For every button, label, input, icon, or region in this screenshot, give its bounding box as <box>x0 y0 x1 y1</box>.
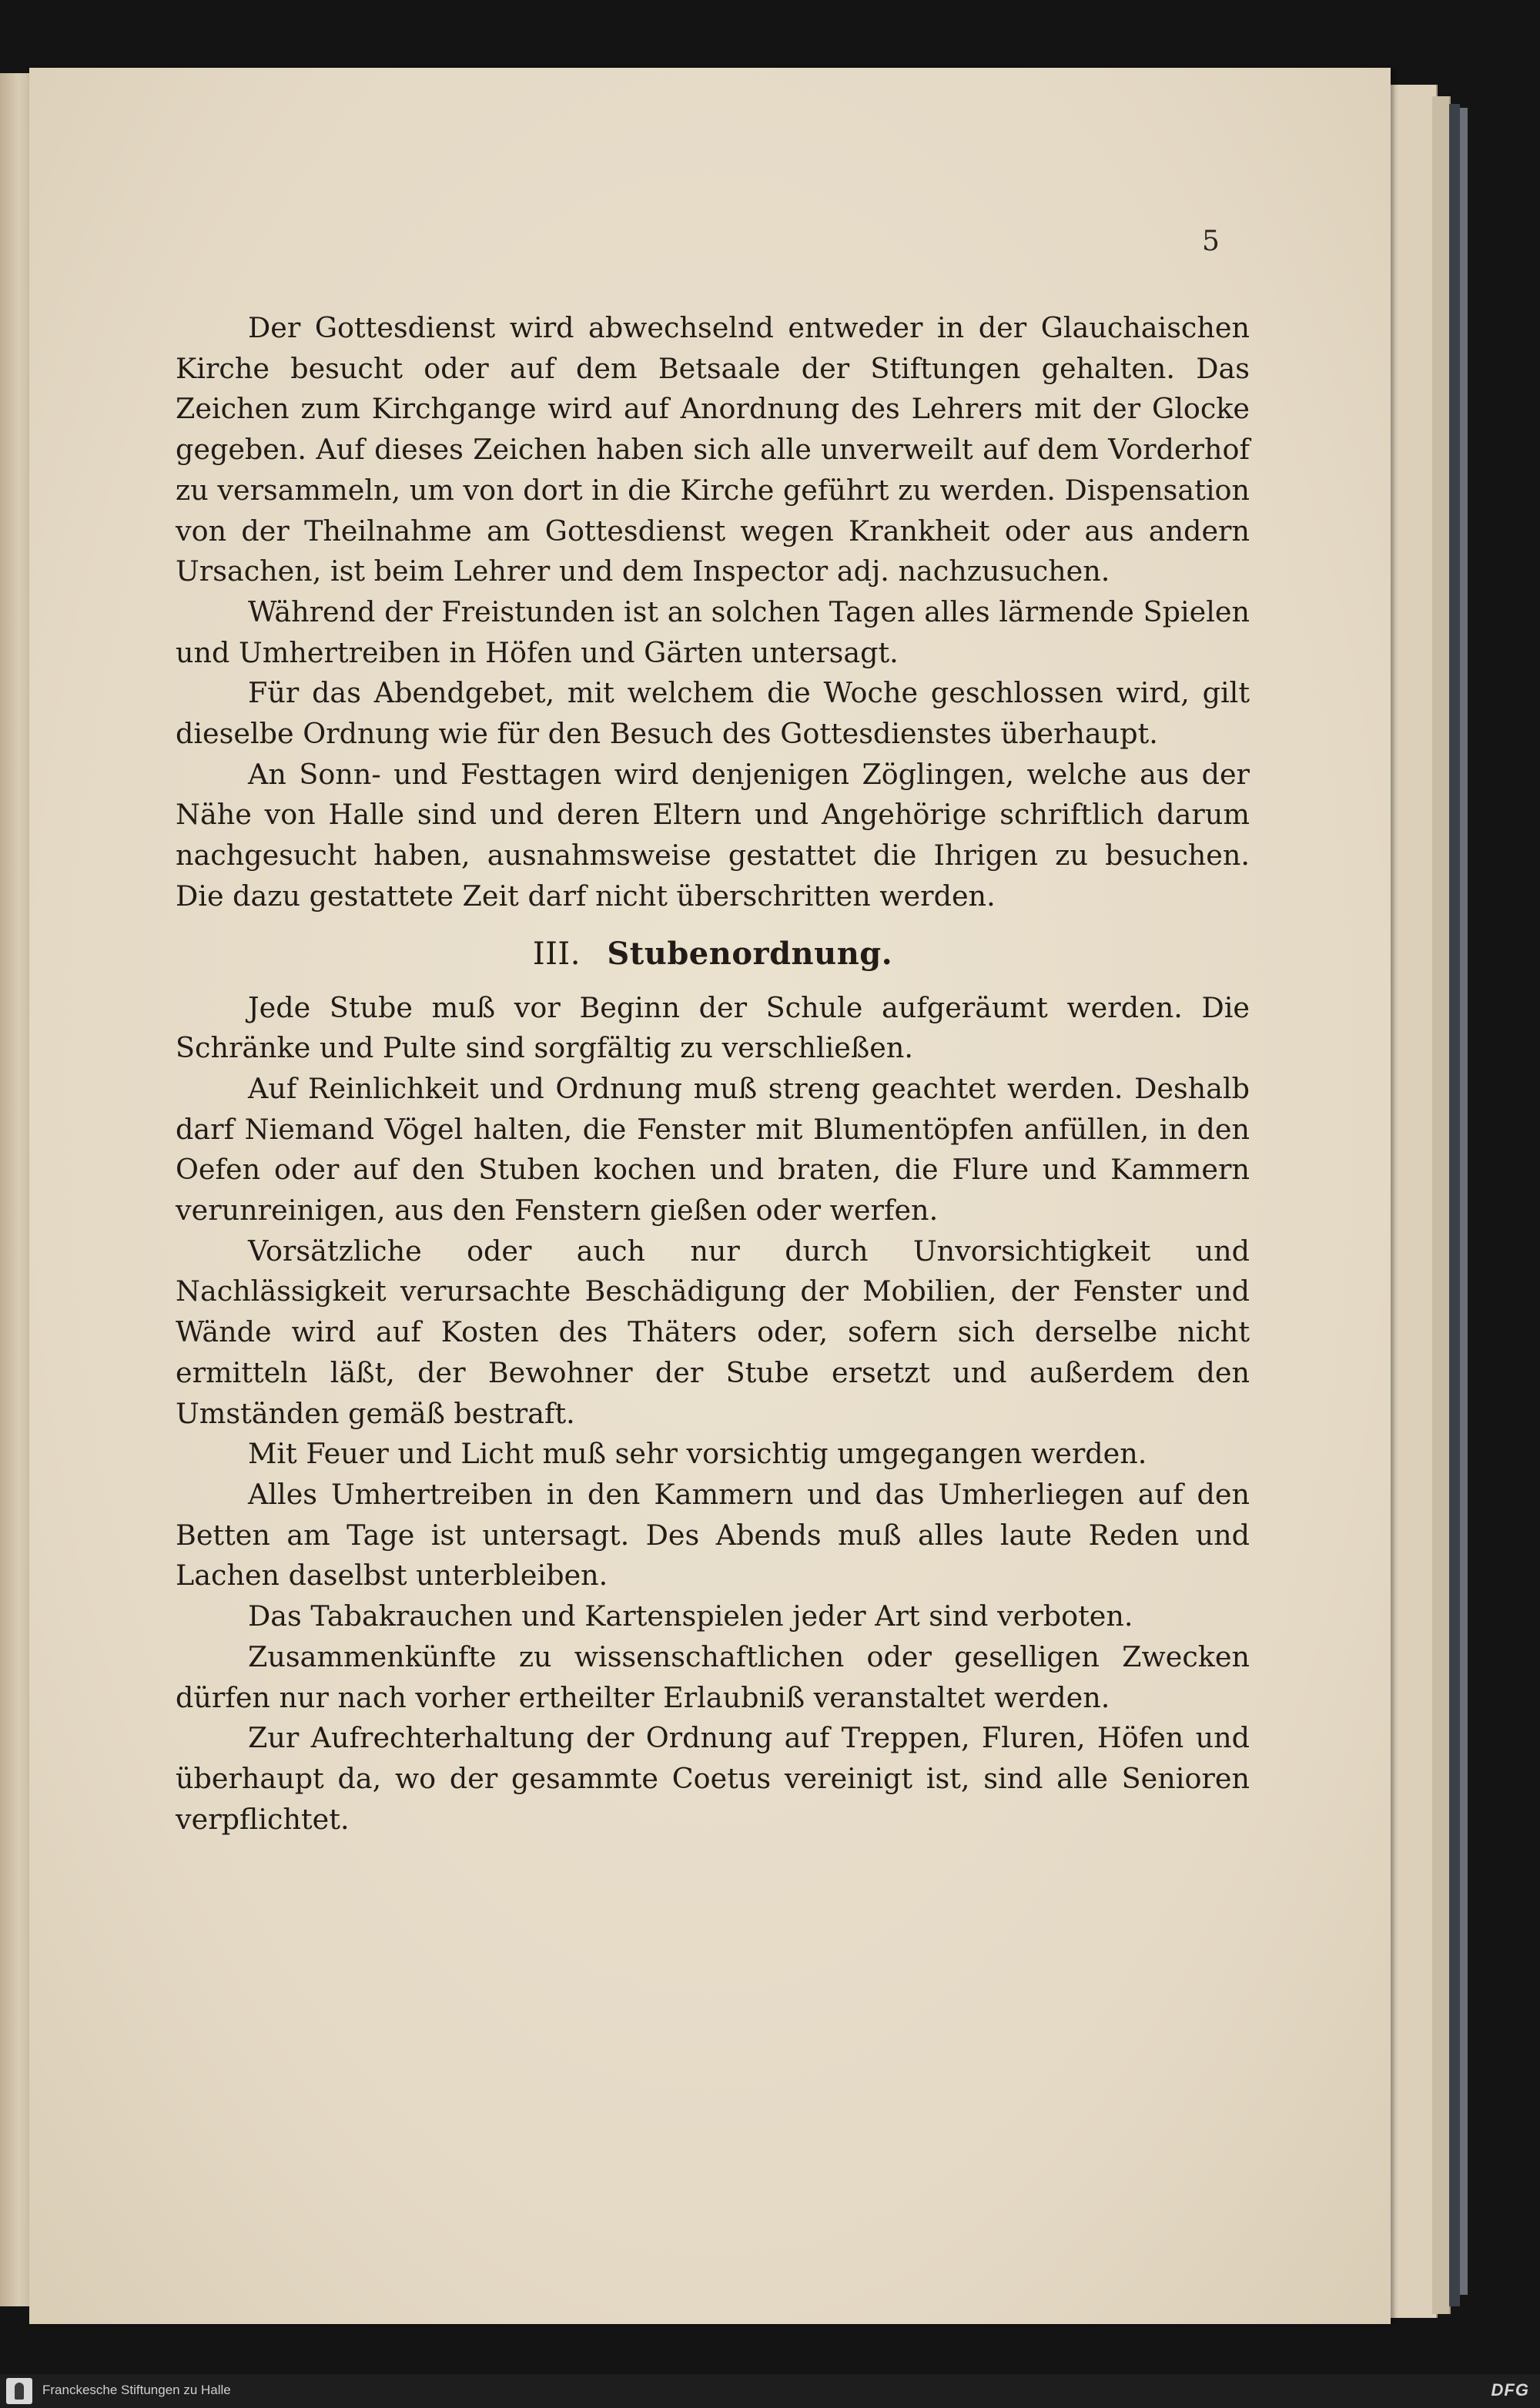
page-stack-edge <box>1432 96 1451 2314</box>
book-cover-edge <box>1460 108 1468 2295</box>
dfg-logo: DFG <box>1491 2380 1529 2400</box>
paragraph: Alles Umhertreiben in den Kammern und das Umherliegen auf den Betten am Tage ist untersagt. Des Abends muß alles laute Reden und Lachen daselbst unterbleiben. <box>176 1477 1250 1592</box>
paragraph: Zusammenkünfte zu wissenschaftlichen oder geselligen Zwecken dürfen nur nach vorher ertheilter Erlaubniß veranstaltet werden. <box>176 1639 1250 1714</box>
paragraph: Jede Stube muß vor Beginn der Schule aufgeräumt werden. Die Schränke und Pulte sind sorgfältig zu verschließen. <box>176 990 1250 1065</box>
paragraph: Mit Feuer und Licht muß sehr vorsichtig umgegangen werden. <box>248 1437 1147 1471</box>
paragraph: Während der Freistunden ist an solchen Tagen alles lärmende Spielen und Umhertreiben in Höfen und Gärten untersagt. <box>176 594 1250 669</box>
paragraph: Zur Aufrechterhaltung der Ordnung auf Treppen, Fluren, Höfen und überhaupt da, wo der gesammte Coetus vereinigt ist, sind alle Senioren verpflichtet. <box>176 1721 1250 1836</box>
previous-page-edge <box>0 73 31 2306</box>
book-cover-edge <box>1449 104 1460 2306</box>
paragraph: Auf Reinlichkeit und Ordnung muß streng geachtet werden. Deshalb darf Niemand Vögel halten, die Fenster mit Blumentöpfen anfüllen, in den Oefen oder auf den Stuben kochen und braten, die Flure und Kammern verunreinigen, aus den Fenstern gießen oder werfen. <box>176 1071 1250 1227</box>
section-title: Stubenordnung. <box>607 935 893 972</box>
section-heading <box>176 933 1250 976</box>
paragraph: An Sonn- und Festtagen wird denjenigen Zöglingen, welche aus der Nähe von Halle sind und deren Eltern und Angehörige schriftlich darum nachgesucht haben, ausnahmsweise gestattet die Ihrigen zu besuchen. Die dazu gestattete Zeit darf nicht überschritten werden. <box>176 757 1250 913</box>
paragraph: Vorsätzliche oder auch nur durch Unvorsichtigkeit und Nachlässigkeit verursachte Beschädigung der Mobilien, der Fenster und Wände wird auf Kosten des Thäters oder, sofern sich derselbe nicht ermitteln läßt, der Bewohner der Stube ersetzt und außerdem den Umständen gemäß bestraft. <box>176 1234 1250 1430</box>
paragraph: Für das Abendgebet, mit welchem die Woche geschlossen wird, gilt dieselbe Ordnung wie für den Besuch des Gottesdienstes überhaupt. <box>176 676 1250 751</box>
paragraph: Das Tabakrauchen und Kartenspielen jeder Art sind verboten. <box>248 1599 1133 1633</box>
page-number: 5 <box>1202 226 1220 257</box>
viewer-footer <box>0 2374 1540 2408</box>
section-number: III. <box>532 936 581 972</box>
institution-logo-icon <box>6 2378 32 2404</box>
page-body <box>176 308 1250 1840</box>
paragraph: Der Gottesdienst wird abwechselnd entweder in der Glauchaischen Kirche besucht oder auf dem Betsaale der Stiftungen gehalten. Das Zeichen zum Kirchgange wird auf Anordnung des Lehrers mit der Glocke gegeben. Auf dieses Zeichen haben sich alle unverweilt auf dem Vorderhof zu versammeln, um von dort in die Kirche geführt zu werden. Dispensation von der Theilnahme am Gottesdienst wegen Krankheit oder aus andern Ursachen, ist beim Lehrer und dem Inspector adj. nachzusuchen. <box>176 311 1250 588</box>
institution-name: Franckesche Stiftungen zu Halle <box>42 2383 231 2397</box>
